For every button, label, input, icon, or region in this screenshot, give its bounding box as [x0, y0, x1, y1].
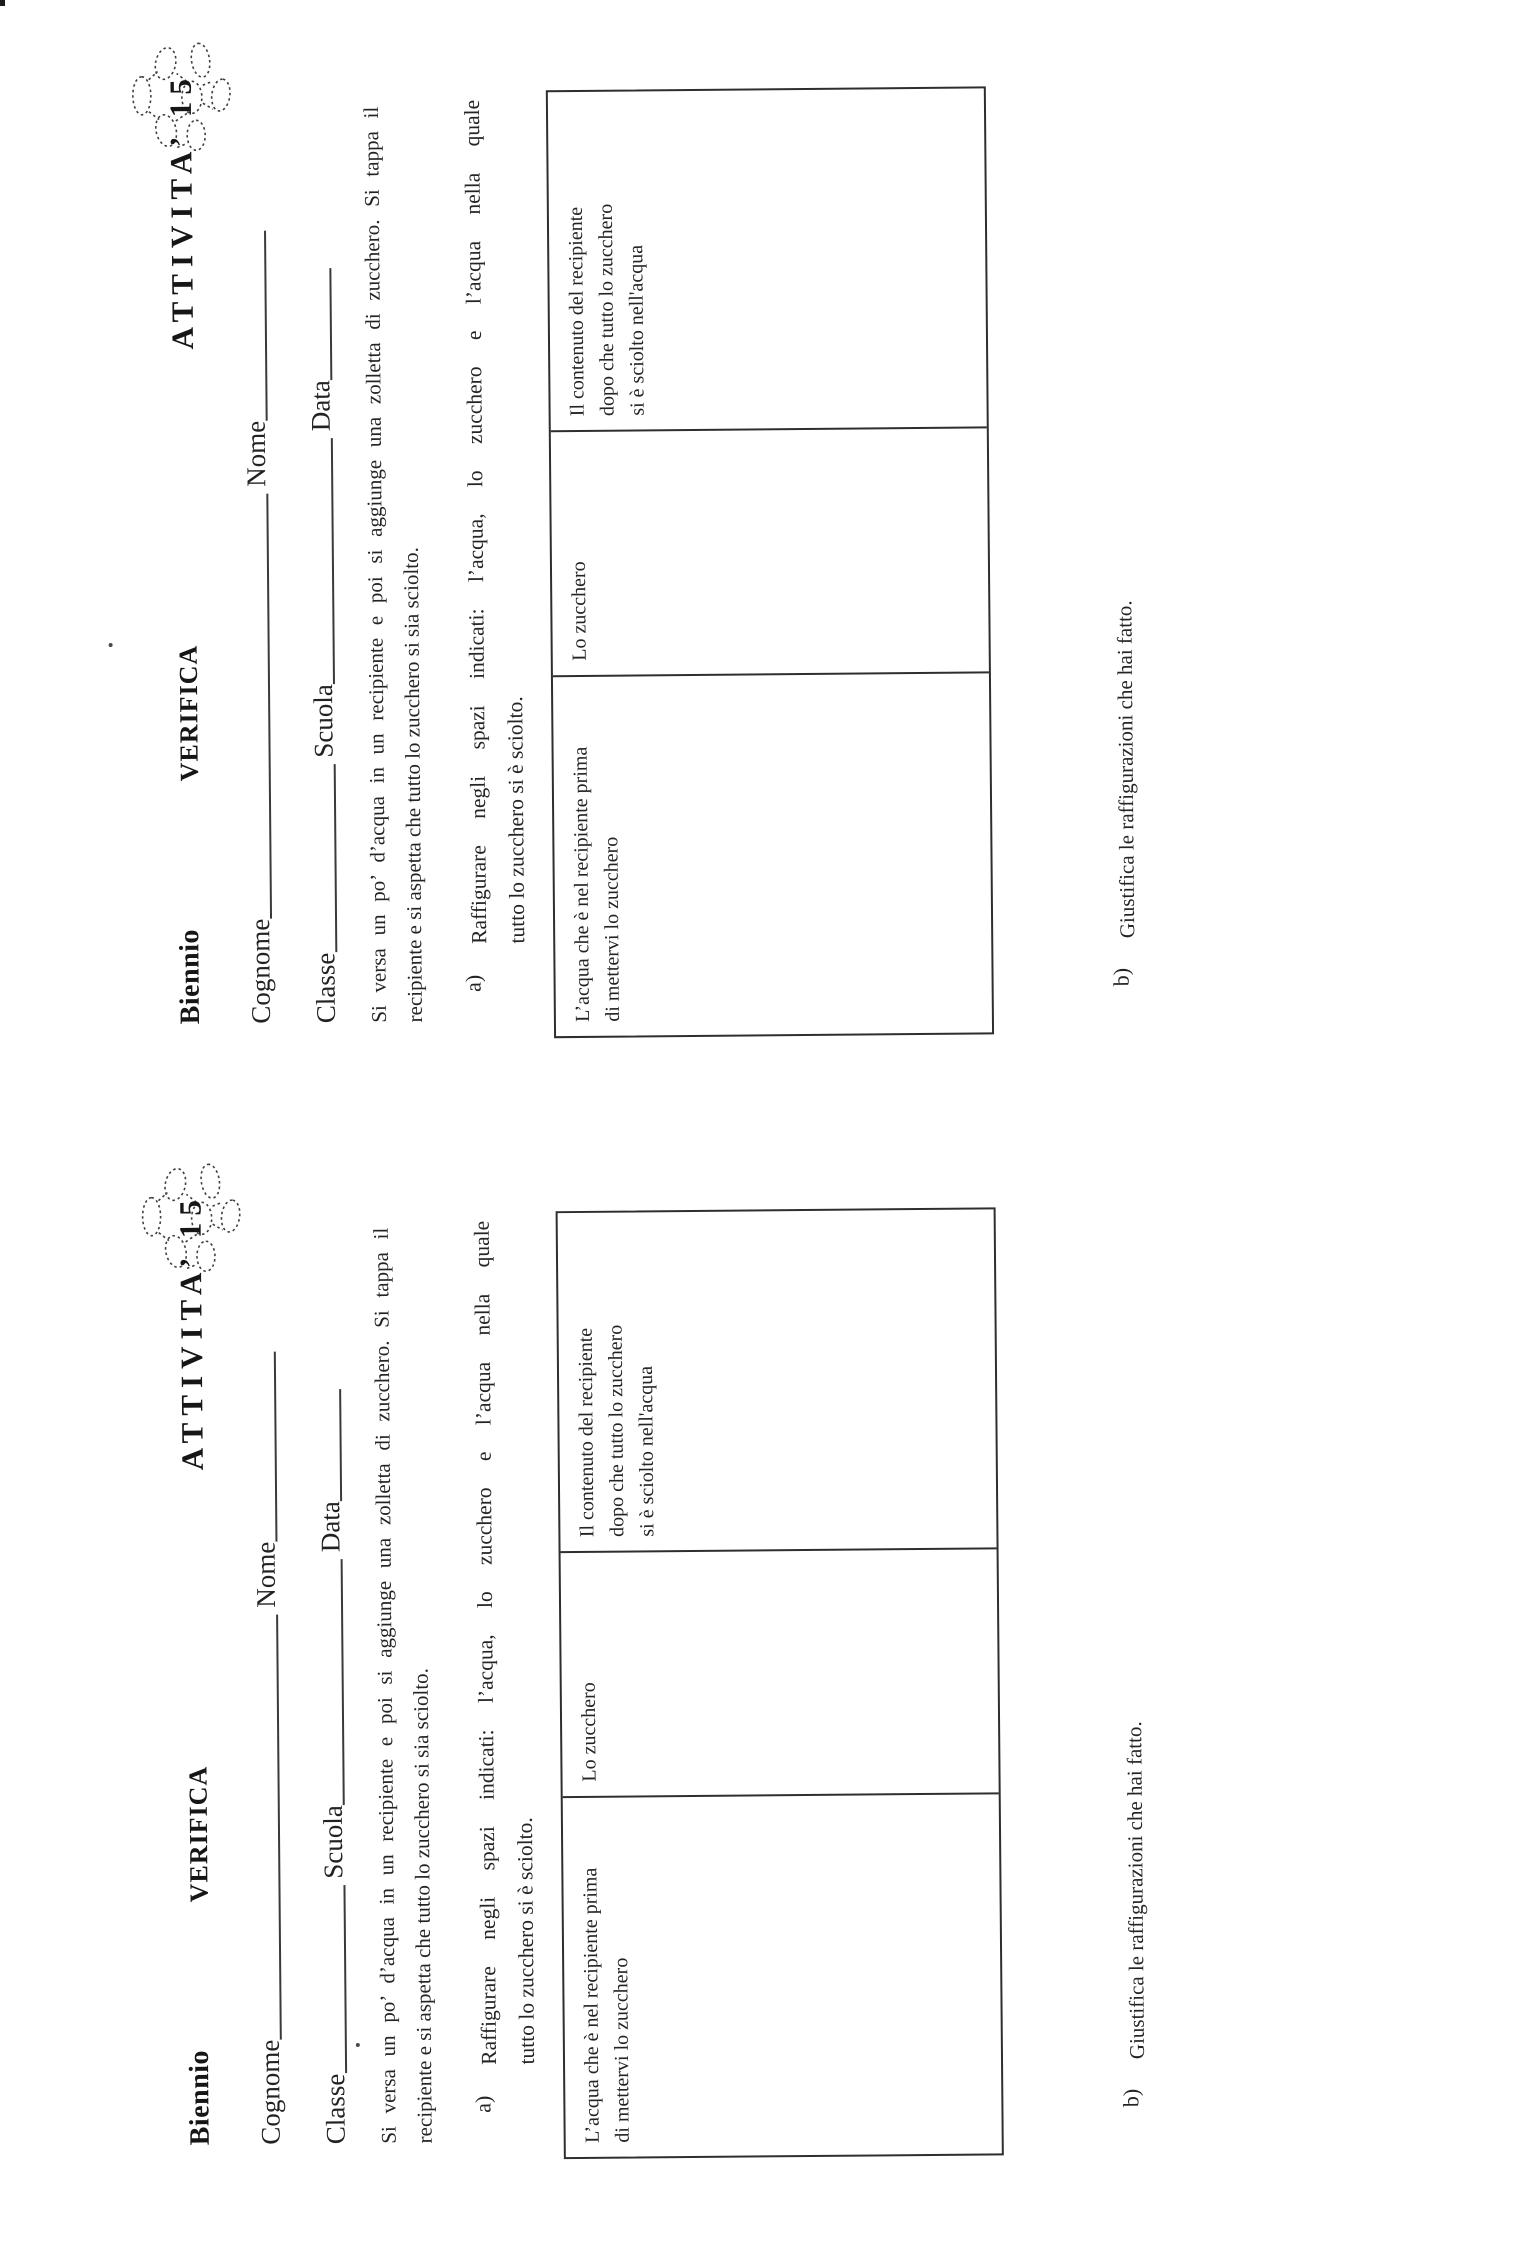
class-row	[305, 268, 340, 1023]
question-a-line-1: Raffigurare negli spazi indicati: l’acqua, lo zucchero e l’acqua nella quale	[459, 99, 492, 944]
drawing-table	[546, 86, 994, 1038]
intro-paragraph	[353, 106, 433, 1023]
school-blank-line	[339, 1559, 345, 1805]
scan-speck	[356, 2043, 360, 2047]
activity-title: ATTIVITA’ 15	[162, 72, 201, 350]
intro-line-2: recipiente e si aspetta che tutto lo zucchero si sia sciolto.	[398, 547, 427, 1023]
surname-label: Cognome	[254, 2039, 286, 2145]
date-blank-line	[328, 268, 333, 380]
table-cell-sugar: Lo zucchero	[551, 429, 989, 677]
class-blank-line	[332, 765, 338, 953]
school-label: Scuola	[307, 684, 339, 758]
question-a-line-2: tutto lo zucchero si è sciolto.	[512, 1817, 540, 2065]
question-a-line-2: tutto lo zucchero si è sciolto.	[503, 696, 530, 944]
class-label: Classe	[310, 952, 341, 1024]
course-label: Biennio	[183, 2049, 216, 2146]
school-label: Scuola	[317, 1805, 349, 1879]
drawing-table	[556, 1207, 1004, 2159]
date-blank-line	[337, 1389, 342, 1501]
name-blank-line	[262, 231, 268, 421]
worksheet-title: VERIFICA	[173, 644, 204, 782]
question-b	[1111, 1215, 1157, 2107]
worksheet-title: VERIFICA	[183, 1765, 214, 1903]
table-cell-dissolved: Il contenuto del recipiente dopo che tutto lo zucchero si è sciolto nell'acqua	[558, 1209, 997, 1553]
name-label: Nome	[240, 420, 272, 487]
school-blank-line	[329, 438, 335, 684]
table-cell-water-before: L’acqua che è nel recipiente prima di mettervi lo zucchero	[569, 746, 624, 1023]
activity-title: ATTIVITA’ 15	[172, 1193, 210, 1471]
intro-line-2: recipiente e si aspetta che tutto lo zucchero si sia sciolto.	[408, 1668, 437, 2144]
question-a-label: a)	[470, 2095, 496, 2113]
course-label: Biennio	[174, 928, 206, 1025]
question-a-line-1: Raffigurare negli spazi indicati: l’acqua, lo zucchero e l’acqua nella quale	[469, 1220, 502, 2065]
class-row	[315, 1389, 350, 2144]
question-a	[463, 1220, 547, 2113]
question-b-label: b)	[1108, 967, 1134, 987]
intro-line-1: Si versa un po’ d’acqua in un recipiente e poi si aggiunge una zolletta di zucchero. Si tappa il	[358, 106, 391, 1023]
surname-blank-line	[265, 494, 273, 919]
class-blank-line	[342, 1886, 348, 2074]
date-label: Data	[305, 380, 336, 432]
name-row	[250, 1352, 285, 2145]
question-b-label: b)	[1118, 2088, 1144, 2108]
intro-line-1: Si versa un po’ d’acqua in un recipiente e poi si aggiunge una zolletta di zucchero. Si tappa il	[368, 1227, 401, 2144]
worksheet-copy-2	[10, 1108, 1520, 2242]
question-b-text: Giustifica le raffigurazioni che hai fatto.	[1112, 600, 1140, 939]
question-b-text: Giustifica le raffigurazioni che hai fatto.	[1122, 1721, 1150, 2060]
name-label: Nome	[250, 1541, 282, 1608]
date-label: Data	[315, 1501, 346, 1553]
surname-blank-line	[274, 1615, 282, 2040]
table-cell-water-before: L’acqua che è nel recipiente prima di mettervi lo zucchero	[579, 1867, 634, 2144]
surname-label: Cognome	[245, 918, 276, 1024]
scan-speck	[109, 643, 113, 647]
intro-paragraph	[363, 1227, 443, 2144]
name-row	[240, 231, 275, 1024]
table-cell-dissolved: Il contenuto del recipiente dopo che tutto lo zucchero si è sciolto nell'acqua	[548, 88, 987, 432]
name-blank-line	[272, 1352, 278, 1542]
question-b	[1101, 94, 1147, 986]
question-a-label: a)	[460, 974, 486, 993]
table-cell-sugar: Lo zucchero	[561, 1550, 999, 1798]
question-a	[453, 99, 537, 992]
scan-corner-artifact	[0, 0, 5, 6]
class-label: Classe	[320, 2073, 351, 2145]
